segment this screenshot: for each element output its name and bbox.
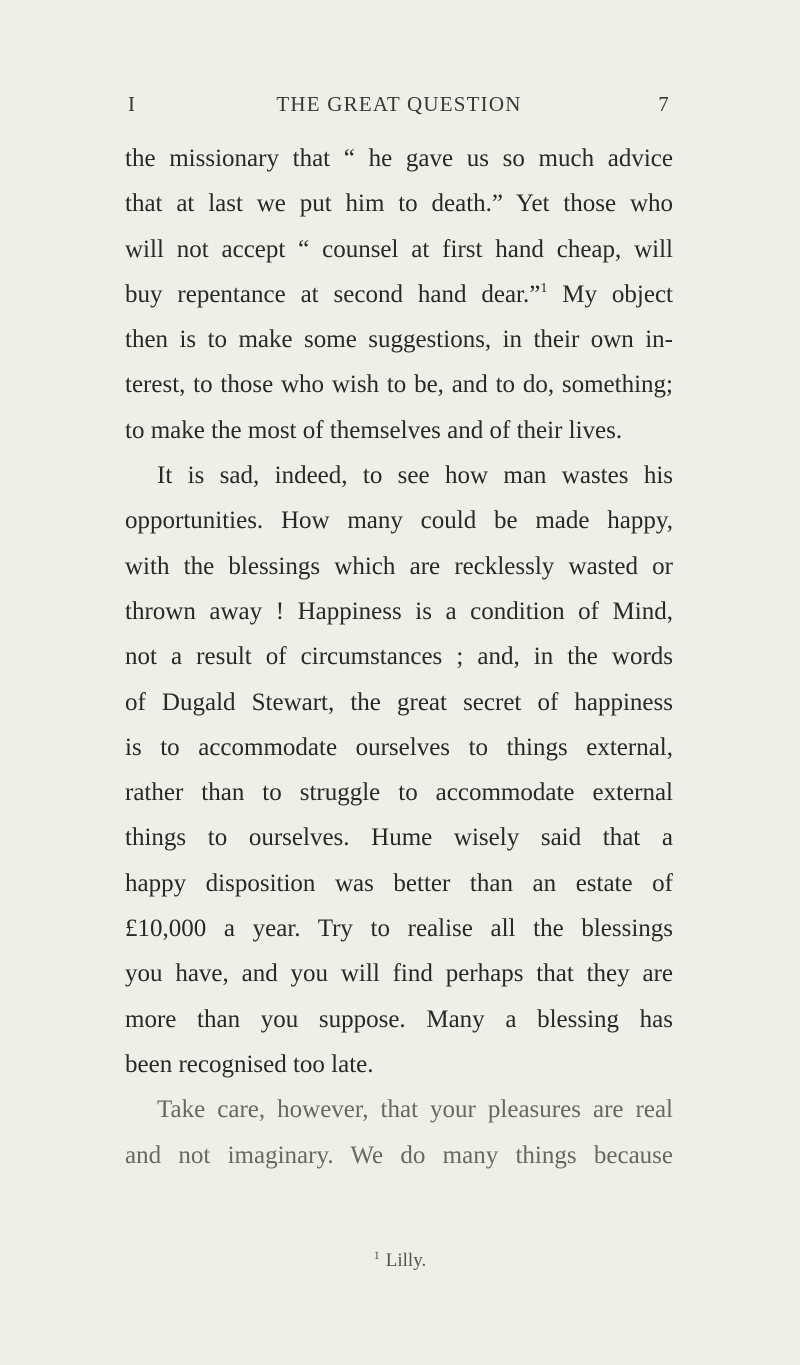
text-line — [125, 272, 673, 317]
text-line: thrown away ! Happiness is a condition of Mind, — [125, 597, 673, 625]
running-title: THE GREAT QUESTION — [276, 92, 522, 116]
running-head — [128, 92, 670, 122]
text-line: the missionary that “ he gave us so much advice — [125, 145, 673, 172]
text-line: It is sad, indeed, to see how man wastes his — [157, 462, 673, 490]
text-line: opportunities. How many could be made happy, — [125, 507, 673, 535]
footnote-reference: 1 — [540, 280, 548, 296]
page-number: 7 — [658, 92, 670, 116]
body-text — [125, 136, 673, 1178]
text-line: to make the most of themselves and of their lives. — [125, 416, 623, 444]
footnote-text: Lilly. — [385, 1250, 427, 1271]
text-line: things to ourselves. Hume wisely said that a — [125, 824, 673, 852]
footnote — [0, 1250, 800, 1272]
text-line: £10,000 a year. Try to realise all the blessings — [125, 915, 673, 943]
text-line: more than you suppose. Many a blessing has — [125, 1005, 673, 1033]
text-line: is to accommodate ourselves to things external, — [125, 733, 673, 761]
text-line: and not imaginary. We do many things because — [125, 1141, 673, 1169]
text-line: of Dugald Stewart, the great secret of happiness — [125, 688, 673, 716]
text-line-part: My object — [547, 280, 673, 308]
text-line: will not accept “ counsel at first hand cheap, will — [125, 235, 673, 263]
text-line: not a result of circumstances ; and, in the words — [125, 643, 673, 671]
text-line: then is to make some suggestions, in their own in- — [125, 326, 673, 354]
text-line: terest, to those who wish to be, and to do, something; — [125, 371, 673, 399]
text-line: that at last we put him to death.” Yet those who — [125, 190, 673, 218]
text-line: rather than to struggle to accommodate external — [125, 779, 673, 807]
text-line: been recognised too late. — [125, 1050, 374, 1078]
footnote-marker: 1 — [373, 1248, 380, 1262]
chapter-numeral: I — [128, 92, 137, 116]
text-line: Take care, however, that your pleasures are real — [157, 1096, 673, 1124]
text-line: happy disposition was better than an estate of — [125, 869, 673, 897]
text-line: you have, and you will find perhaps that they are — [125, 960, 673, 988]
text-line: with the blessings which are recklessly wasted or — [125, 552, 673, 580]
text-line-part: buy repentance at second hand dear.” — [125, 280, 541, 308]
